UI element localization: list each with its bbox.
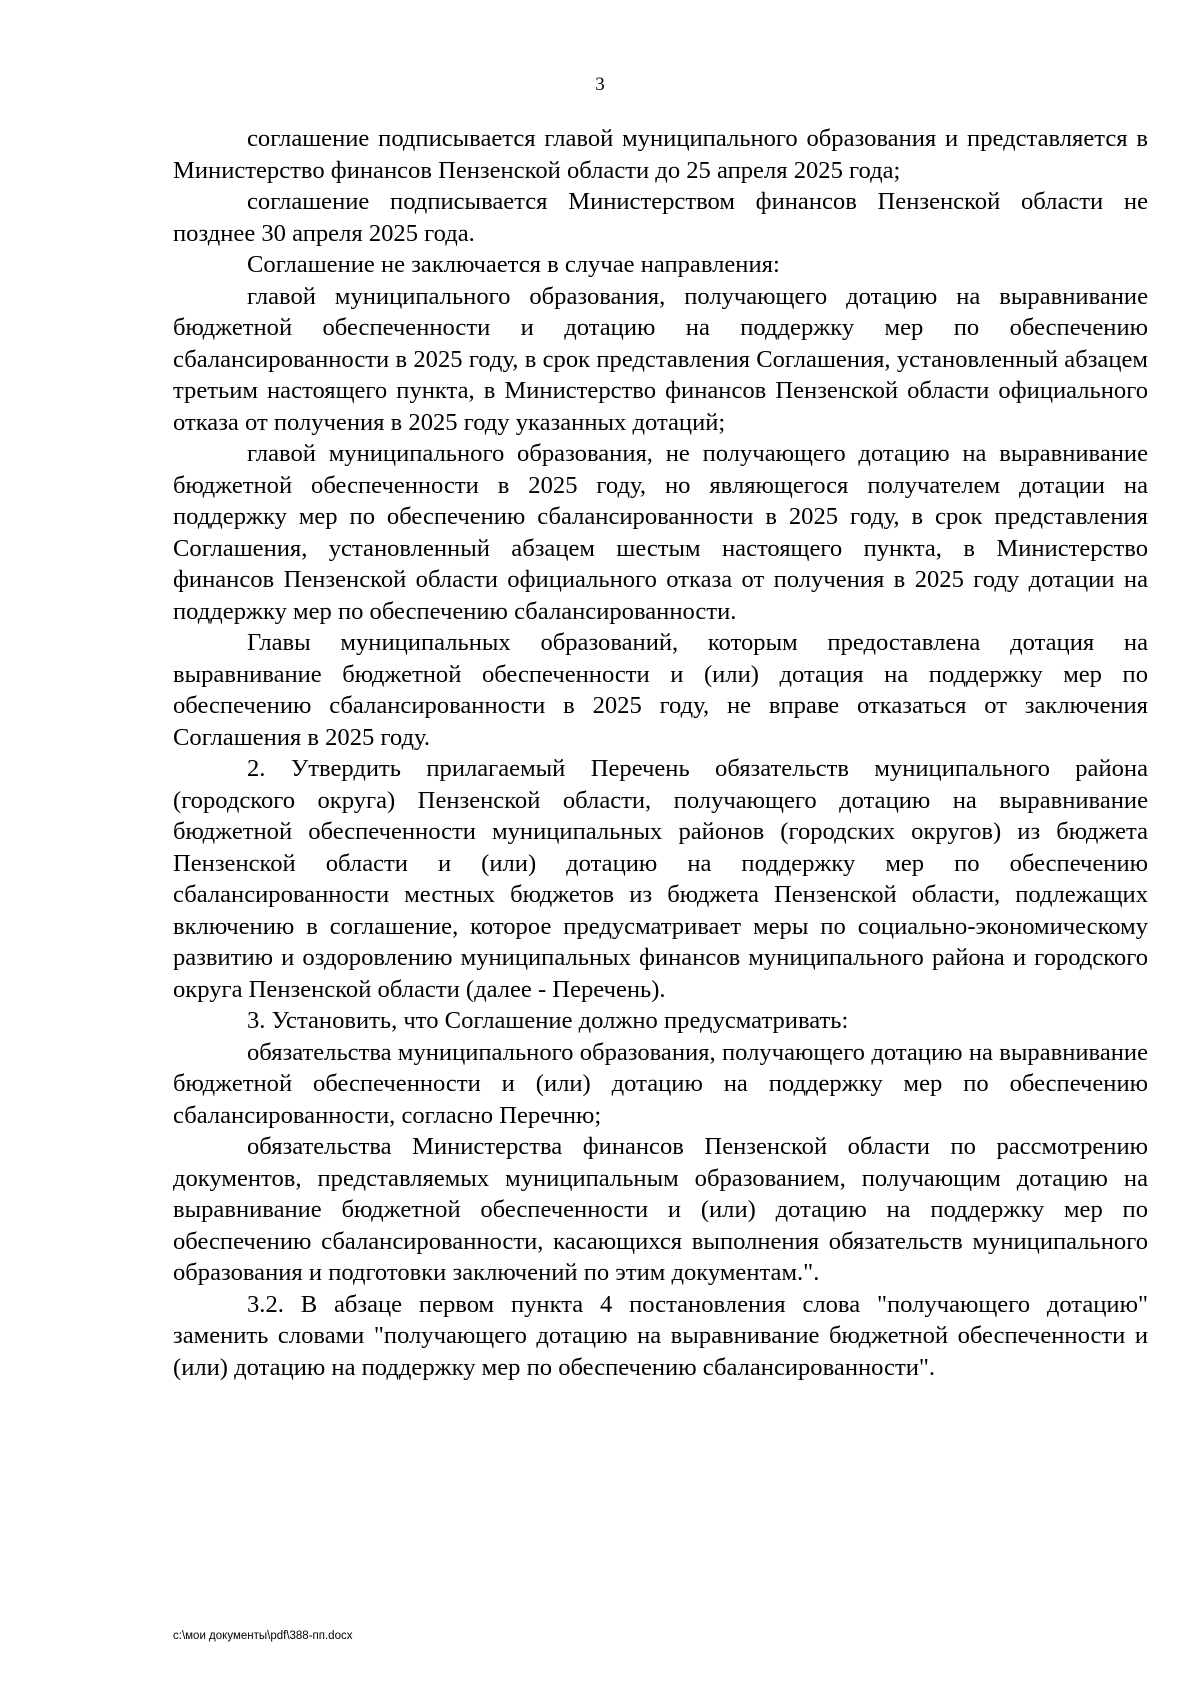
paragraph: главой муниципального образования, не получающего дотацию на выравнивание бюджетной обеспеченности в 2025 году, но являющегося получателем дотации на поддержку мер по обеспечению сбалансированности в 2025 году, в срок представления Соглашения, установленный абзацем шестым настоящего пункта, в Министерство финансов Пензенской области официального отказа от получения в 2025 году дотации на поддержку мер по обеспечению сбалансированности. [173,440,1148,625]
paragraph: соглашение подписывается Министерством финансов Пензенской области не позднее 30 апреля 2025 года. [173,188,1148,247]
paragraph: 3.2. В абзаце первом пункта 4 постановления слова "получающего дотацию" заменить словами "получающего дотацию на выравнивание бюджетной обеспеченности и (или) дотацию на поддержку мер по обеспечению сбалансированности". [173,1290,1148,1381]
paragraph: главой муниципального образования, получающего дотацию на выравнивание бюджетной обеспеченности и дотацию на поддержку мер по обеспечению сбалансированности в 2025 году, в срок представления Соглашения, установленный абзацем третьим настоящего пункта, в Министерство финансов Пензенской области официального отказа от получения в 2025 году указанных дотаций; [173,282,1148,436]
file-path-footer: c:\мои документы\pdf\388-пп.docx [173,1630,353,1642]
paragraph: 2. Утвердить прилагаемый Перечень обязательств муниципального района (городского округа) Пензенской области, получающего дотацию на выравнивание бюджетной обеспеченности муниципальных районов (городских округов) из бюджета Пензенской области и (или) дотацию на поддержку мер по обеспечению сбалансированности местных бюджетов из бюджета Пензенской области, подлежащих включению в соглашение, которое предусматривает меры по социально-экономическому развитию и оздоровлению муниципальных финансов муниципального района и городского округа Пензенской области (далее - Перечень). [173,755,1148,1003]
paragraph: обязательства Министерства финансов Пензенской области по рассмотрению документов, представляемых муниципальным образованием, получающим дотацию на выравнивание бюджетной обеспеченности и (или) дотацию на поддержку мер по обеспечению сбалансированности, касающихся выполнения обязательств муниципального образования и подготовки заключений по этим документам.". [173,1133,1148,1286]
paragraph: соглашение подписывается главой муниципального образования и представляется в Министерство финансов Пензенской области до 25 апреля 2025 года; [173,125,1148,184]
document-body [173,123,1148,1383]
paragraph: Главы муниципальных образований, которым предоставлена дотация на выравнивание бюджетной обеспеченности и (или) дотация на поддержку мер по обеспечению сбалансированности в 2025 году, не вправе отказаться от заключения Соглашения в 2025 году. [173,629,1148,751]
paragraph: обязательства муниципального образования, получающего дотацию на выравнивание бюджетной обеспеченности и (или) дотацию на поддержку мер по обеспечению сбалансированности, согласно Перечню; [173,1038,1148,1129]
paragraph: Соглашение не заключается в случае направления: [247,251,780,278]
paragraph: 3. Установить, что Соглашение должно предусматривать: [247,1007,849,1034]
page-number: 3 [595,74,605,95]
